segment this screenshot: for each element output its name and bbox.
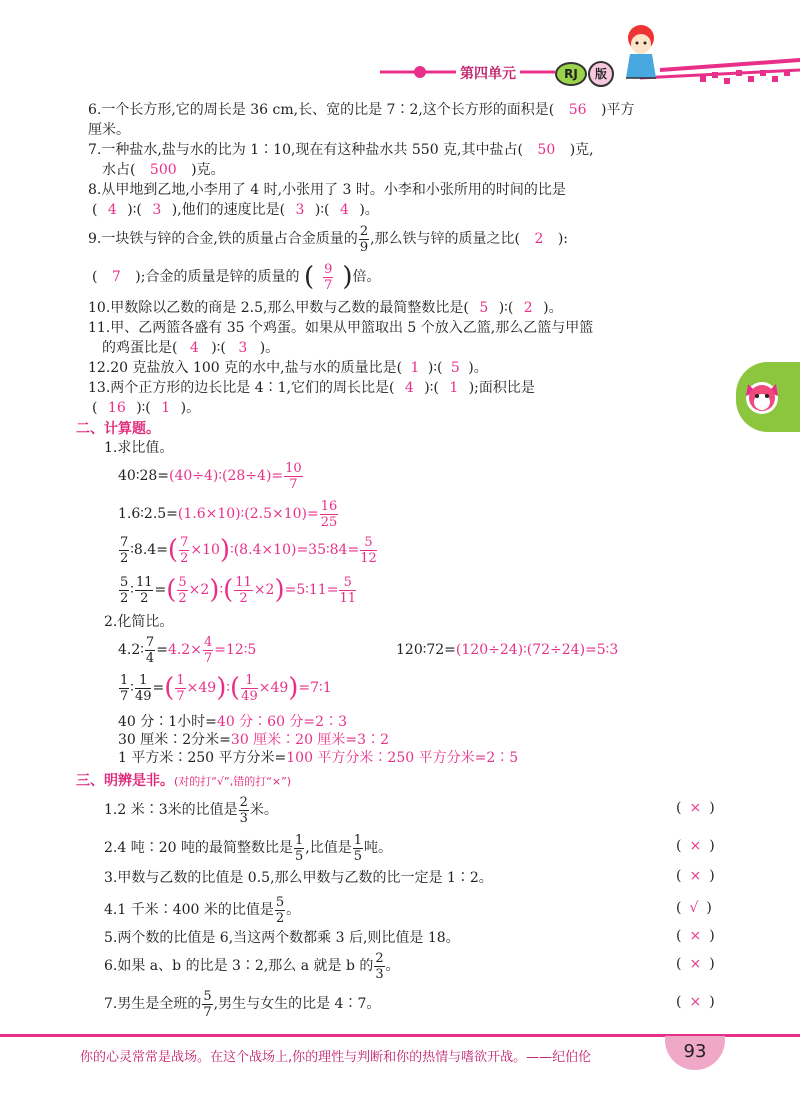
fraction: $\frac{5}{11}$ (339, 574, 356, 606)
rj-badge: RJ (555, 62, 587, 86)
question-13: 13.两个正方形的边长比是 4∶1,它们的周长比是( 4 )∶( 1 );面积比是 (88, 380, 535, 396)
simplify-5: 30 厘米∶2分米=30 厘米∶20 厘米=3∶2 (118, 732, 389, 748)
fraction: $\frac{7}{4}$ (145, 634, 155, 666)
calc-1: 40∶28=(40÷4)∶(28÷4)= $\frac{10}{7}$ (118, 460, 302, 492)
judge-item-6: 6.如果 a、b 的比是 3∶2,那么 a 就是 b 的 $\frac{2}{3}$ 。 (104, 950, 400, 982)
fraction: $\frac{5}{12}$ (360, 534, 377, 566)
fraction: $\frac{4}{7}$ (203, 634, 213, 666)
fraction: $\frac{2}{3}$ (239, 794, 248, 826)
question-6-cont: 厘米。 (88, 122, 130, 138)
fraction: $\frac{7}{2}$ (180, 534, 189, 566)
fraction: $\frac{7}{2}$ (120, 534, 129, 566)
simplify-2: 120∶72=(120÷24)∶(72÷24)=5∶3 (396, 642, 619, 658)
fraction: $\frac{1}{5}$ (294, 832, 304, 864)
judge-item-2: 2.4 吨∶20 吨的最简整数比是 $\frac{1}{5}$ ,比值是 $\frac{1}{5}$ 吨。 (104, 832, 392, 864)
page-number: 93 (665, 1036, 725, 1070)
header-decoration (0, 0, 800, 95)
judge-item-3: 3.甲数与乙数的比值是 0.5,那么甲数与乙数的比一定是 1∶2。 (104, 870, 493, 886)
fraction: $\frac{16}{25}$ (320, 498, 338, 530)
fraction: $\frac{5}{2}$ (275, 894, 285, 926)
question-7: 7.一种盐水,盐与水的比为 1∶10,现在有这种盐水共 550 克,其中盐占( 50 )克, (88, 142, 594, 158)
footer-quote: 你的心灵常常是战场。在这个战场上,你的理性与判断和你的热情与嗜欲开战。——纪伯伦 (80, 1050, 592, 1065)
fox-mascot-icon (738, 372, 786, 420)
judge-item-1: 1.2 米∶3米的比值是 $\frac{2}{3}$ 米。 (104, 794, 278, 826)
section-title: 三、明辨是非。(对的打“√”,错的打“×”) (76, 773, 292, 789)
fraction: $\frac{1}{7}$ (120, 672, 129, 704)
fraction: $\frac{1}{49}$ (241, 672, 258, 704)
fraction: $\frac{5}{2}$ (120, 574, 129, 606)
fraction: $\frac{9}{7}$ (324, 261, 333, 293)
fraction: $\frac{2}{9}$ (359, 223, 369, 255)
question-6: 6.一个长方形,它的周长是 36 cm,长、宽的比是 7∶2,这个长方形的面积是( 56 )平方 (88, 102, 635, 118)
calc-3: $\frac{7}{2}$ ∶8.4=( $\frac{7}{2}$ ×10)∶(8.4×10)=35∶84= $\frac{5}{12}$ (120, 534, 377, 566)
simplify-3: $\frac{1}{7}$ ∶ $\frac{1}{49}$ =( $\frac{1}{7}$ ×49)∶( $\frac{1}{49}$ ×49)=7∶1 (120, 672, 332, 704)
question-9: 9.一块铁与锌的合金,铁的质量占合金质量的 $\frac{2}{9}$ ,那么铁与锌的质量之比( 2 ): (88, 223, 569, 255)
judge-mark: ( × ) (676, 994, 715, 1010)
judge-mark: ( × ) (676, 868, 715, 884)
fraction: $\frac{1}{5}$ (353, 832, 362, 864)
fraction: $\frac{2}{3}$ (375, 950, 384, 982)
unit-label: 第四单元 (456, 63, 520, 83)
judge-item-4: 4.1 千米∶400 米的比值是 $\frac{5}{2}$ 。 (104, 894, 301, 926)
fraction: $\frac{1}{49}$ (134, 672, 152, 704)
question-12: 12.20 克盐放入 100 克的水中,盐与水的质量比是( 1 )∶( 5 )。 (88, 360, 488, 376)
answer-blank: 56 (568, 102, 587, 118)
judge-item-7: 7.男生是全班的 $\frac{5}{7}$ ,男生与女生的比是 4∶7。 (104, 988, 381, 1020)
simplify-4: 40 分∶1小时=40 分∶60 分=2∶3 (118, 714, 347, 730)
subsection-title: 1.求比值。 (104, 440, 174, 456)
judge-mark: ( × ) (676, 838, 715, 854)
question-9-cont: ( 7 );合金的质量是锌的质量的 ( $\frac{9}{7}$ )倍。 (92, 261, 381, 293)
answer-blank: 500 (149, 162, 177, 178)
judge-mark: ( × ) (676, 800, 715, 816)
fraction: $\frac{5}{2}$ (178, 574, 187, 606)
fraction: $\frac{11}{2}$ (235, 574, 252, 606)
question-7-cont: 水占( 500 )克。 (102, 162, 225, 178)
question-10: 10.甲数除以乙数的商是 2.5,那么甲数与乙数的最简整数比是( 5 )∶( 2 )。 (88, 300, 563, 316)
fraction: $\frac{10}{7}$ (285, 460, 302, 492)
judge-mark: ( × ) (676, 928, 715, 944)
simplify-6: 1 平方米∶250 平方分米=100 平方分米∶250 平方分米=2∶5 (118, 750, 519, 766)
fraction: $\frac{5}{7}$ (203, 988, 212, 1020)
judge-item-5: 5.两个数的比值是 6,当这两个数都乘 3 后,则比值是 18。 (104, 930, 460, 946)
section-title: 二、计算题。 (76, 421, 160, 437)
subsection-title: 2.化简比。 (104, 614, 174, 630)
question-11: 11.甲、乙两篮各盛有 35 个鸡蛋。如果从甲篮取出 5 个放入乙篮,那么乙篮与甲篮 (88, 320, 594, 336)
question-13-cont: ( 16 )∶( 1 )。 (92, 400, 201, 416)
calc-4: $\frac{5}{2}$ ∶ $\frac{11}{2}$ =( $\frac{5}{2}$ ×2)∶( $\frac{11}{2}$ ×2)=5∶11= $\frac{5}{11}$ (120, 574, 356, 606)
judge-mark: ( √ ) (676, 900, 712, 916)
fraction: $\frac{11}{2}$ (135, 574, 153, 606)
ban-badge: 版 (588, 61, 614, 87)
question-11-cont: 的鸡蛋比是( 4 )∶( 3 )。 (102, 340, 280, 356)
calc-2: 1.6∶2.5=(1.6×10)∶(2.5×10)= $\frac{16}{25}$ (118, 498, 338, 530)
fraction: $\frac{1}{7}$ (176, 672, 185, 704)
judge-mark: ( × ) (676, 956, 715, 972)
simplify-1: 4.2∶ $\frac{7}{4}$ =4.2× $\frac{4}{7}$ =12∶5 (118, 634, 257, 666)
girl-mascot-icon (616, 20, 666, 86)
question-8: 8.从甲地到乙地,小李用了 4 时,小张用了 3 时。小李和小张所用的时间的比是 (88, 182, 566, 198)
question-8-cont: ( 4 )∶( 3 ),他们的速度比是( 3 )∶( 4 )。 (92, 202, 379, 218)
answer-blank: 50 (537, 142, 556, 158)
